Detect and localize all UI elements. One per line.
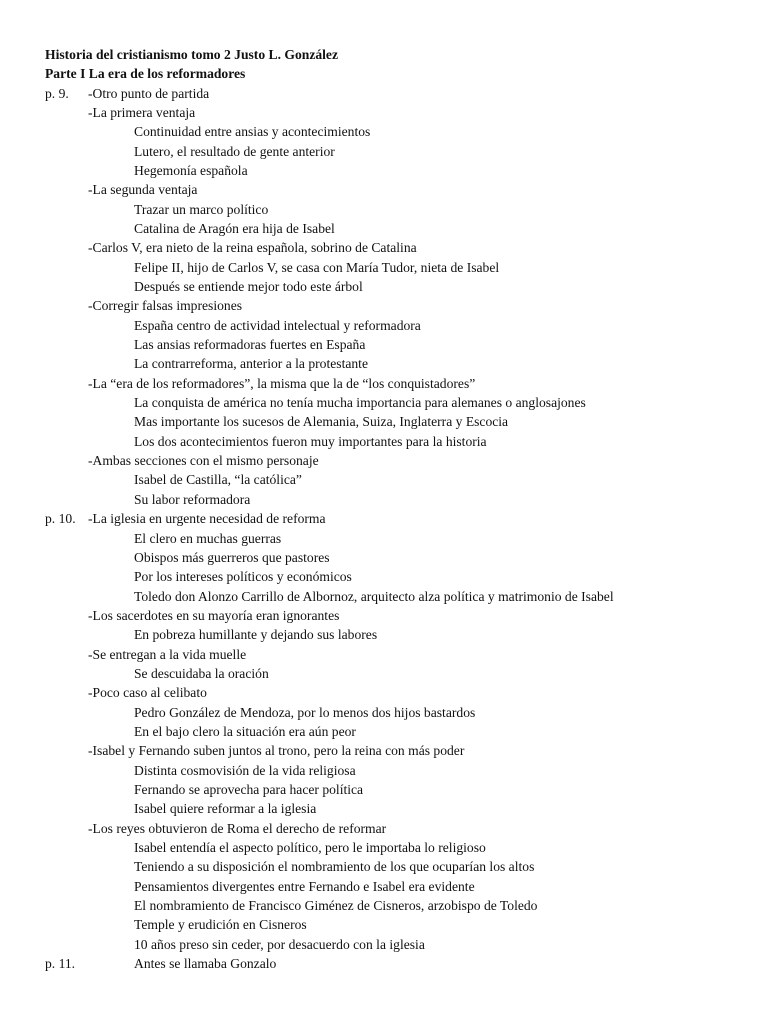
note-text: -Corregir falsas impresiones (88, 298, 243, 314)
note-text: Lutero, el resultado de gente anterior (134, 143, 335, 159)
note-line (0, 258, 768, 277)
page-reference: p. 11. (45, 956, 76, 972)
note-line (0, 664, 768, 683)
note-line (0, 780, 768, 799)
note-line (0, 877, 768, 896)
note-text: Pedro González de Mendoza, por lo menos dos hijos bastardos (134, 704, 476, 720)
note-line (0, 219, 768, 238)
note-text: En pobreza humillante y dejando sus labores (134, 627, 378, 643)
note-line (0, 722, 768, 741)
note-line (0, 238, 768, 257)
note-text: Antes se llamaba Gonzalo (134, 956, 277, 972)
note-line (0, 857, 768, 876)
note-text: Obispos más guerreros que pastores (134, 549, 330, 565)
note-line (0, 799, 768, 818)
note-text: Distinta cosmovisión de la vida religiosa (134, 762, 356, 778)
note-line (0, 296, 768, 315)
note-text: Toledo don Alonzo Carrillo de Albornoz, arquitecto alza política y matrimonio de Isabel (134, 588, 614, 604)
note-line (0, 84, 768, 103)
note-line (0, 703, 768, 722)
note-text: Hegemonía española (134, 162, 248, 178)
note-text: La contrarreforma, anterior a la protestante (134, 356, 368, 372)
note-line (0, 354, 768, 373)
note-text: -Ambas secciones con el mismo personaje (88, 453, 319, 469)
note-text: Continuidad entre ansias y acontecimientos (134, 124, 371, 140)
note-line (0, 683, 768, 702)
note-line (0, 490, 768, 509)
note-text: -Se entregan a la vida muelle (88, 646, 247, 662)
note-text: Su labor reformadora (134, 491, 251, 507)
note-text: -Otro punto de partida (88, 85, 210, 101)
note-text: Se descuidaba la oración (134, 665, 269, 681)
note-line (0, 316, 768, 335)
note-line (0, 896, 768, 915)
note-text: -La primera ventaja (88, 104, 196, 120)
note-text: Los dos acontecimientos fueron muy importantes para la historia (134, 433, 487, 449)
note-text: Las ansias reformadoras fuertes en España (134, 337, 366, 353)
note-line (0, 935, 768, 954)
note-line (0, 529, 768, 548)
note-text: Fernando se aprovecha para hacer política (134, 781, 364, 797)
document-subtitle: Parte I La era de los reformadores (45, 66, 246, 82)
note-line (0, 412, 768, 431)
note-text: Teniendo a su disposición el nombramiento de los que ocuparían los altos (134, 859, 535, 875)
note-line (0, 335, 768, 354)
note-line (0, 954, 768, 973)
note-text: Isabel quiere reformar a la iglesia (134, 801, 317, 817)
note-line (0, 548, 768, 567)
note-line (0, 509, 768, 528)
page-reference: p. 10. (45, 511, 76, 527)
note-line (0, 103, 768, 122)
notes-list (0, 84, 768, 974)
note-text: -Los reyes obtuvieron de Roma el derecho de reformar (88, 820, 387, 836)
note-line (0, 451, 768, 470)
note-text: Isabel entendía el aspecto político, pero le importaba lo religioso (134, 840, 486, 855)
note-line (0, 142, 768, 161)
note-line (0, 645, 768, 664)
note-text: Catalina de Aragón era hija de Isabel (134, 221, 335, 236)
document-page (0, 45, 768, 973)
note-line (0, 819, 768, 838)
note-text: -Poco caso al celibato (88, 685, 207, 701)
note-text: -Isabel y Fernando suben juntos al trono, pero la reina con más poder (88, 743, 465, 759)
note-line (0, 374, 768, 393)
note-text: -La iglesia en urgente necesidad de reforma (88, 511, 326, 527)
note-line (0, 393, 768, 412)
note-line (0, 606, 768, 625)
page-reference: p. 9. (45, 85, 69, 101)
note-line (0, 432, 768, 451)
note-line (0, 161, 768, 180)
note-text: Por los intereses políticos y económicos (134, 569, 352, 585)
note-line (0, 122, 768, 141)
note-text: Isabel de Castilla, “la católica” (134, 472, 302, 488)
note-line (0, 277, 768, 296)
note-line (0, 180, 768, 199)
note-text: -La segunda ventaja (88, 182, 198, 198)
document-title: Historia del cristianismo tomo 2 Justo L. González (45, 47, 338, 62)
note-line (0, 470, 768, 489)
note-text: 10 años preso sin ceder, por desacuerdo con la iglesia (134, 936, 425, 952)
note-line (0, 625, 768, 644)
note-text: Después se entiende mejor todo este árbol (134, 279, 363, 295)
note-line (0, 915, 768, 934)
note-text: Temple y erudición en Cisneros (134, 917, 307, 933)
note-text: Pensamientos divergentes entre Fernando e Isabel era evidente (134, 878, 475, 894)
note-line (0, 761, 768, 780)
note-text: El nombramiento de Francisco Giménez de Cisneros, arzobispo de Toledo (134, 898, 538, 914)
note-text: España centro de actividad intelectual y reformadora (134, 317, 421, 333)
note-line (0, 587, 768, 606)
note-text: -La “era de los reformadores”, la misma que la de “los conquistadores” (88, 375, 476, 391)
note-text: La conquista de américa no tenía mucha importancia para alemanes o anglosajones (134, 395, 586, 411)
note-line (0, 567, 768, 586)
note-text: Mas importante los sucesos de Alemania, Suiza, Inglaterra y Escocia (134, 414, 509, 430)
note-text: -Carlos V, era nieto de la reina española, sobrino de Catalina (88, 240, 417, 256)
note-text: -Los sacerdotes en su mayoría eran ignorantes (88, 607, 340, 623)
note-line (0, 200, 768, 219)
note-text: En el bajo clero la situación era aún peor (134, 723, 356, 739)
note-line (0, 838, 768, 857)
note-text: Trazar un marco político (134, 201, 269, 217)
note-line (0, 741, 768, 760)
note-text: El clero en muchas guerras (134, 530, 282, 546)
note-text: Felipe II, hijo de Carlos V, se casa con María Tudor, nieta de Isabel (134, 259, 500, 275)
